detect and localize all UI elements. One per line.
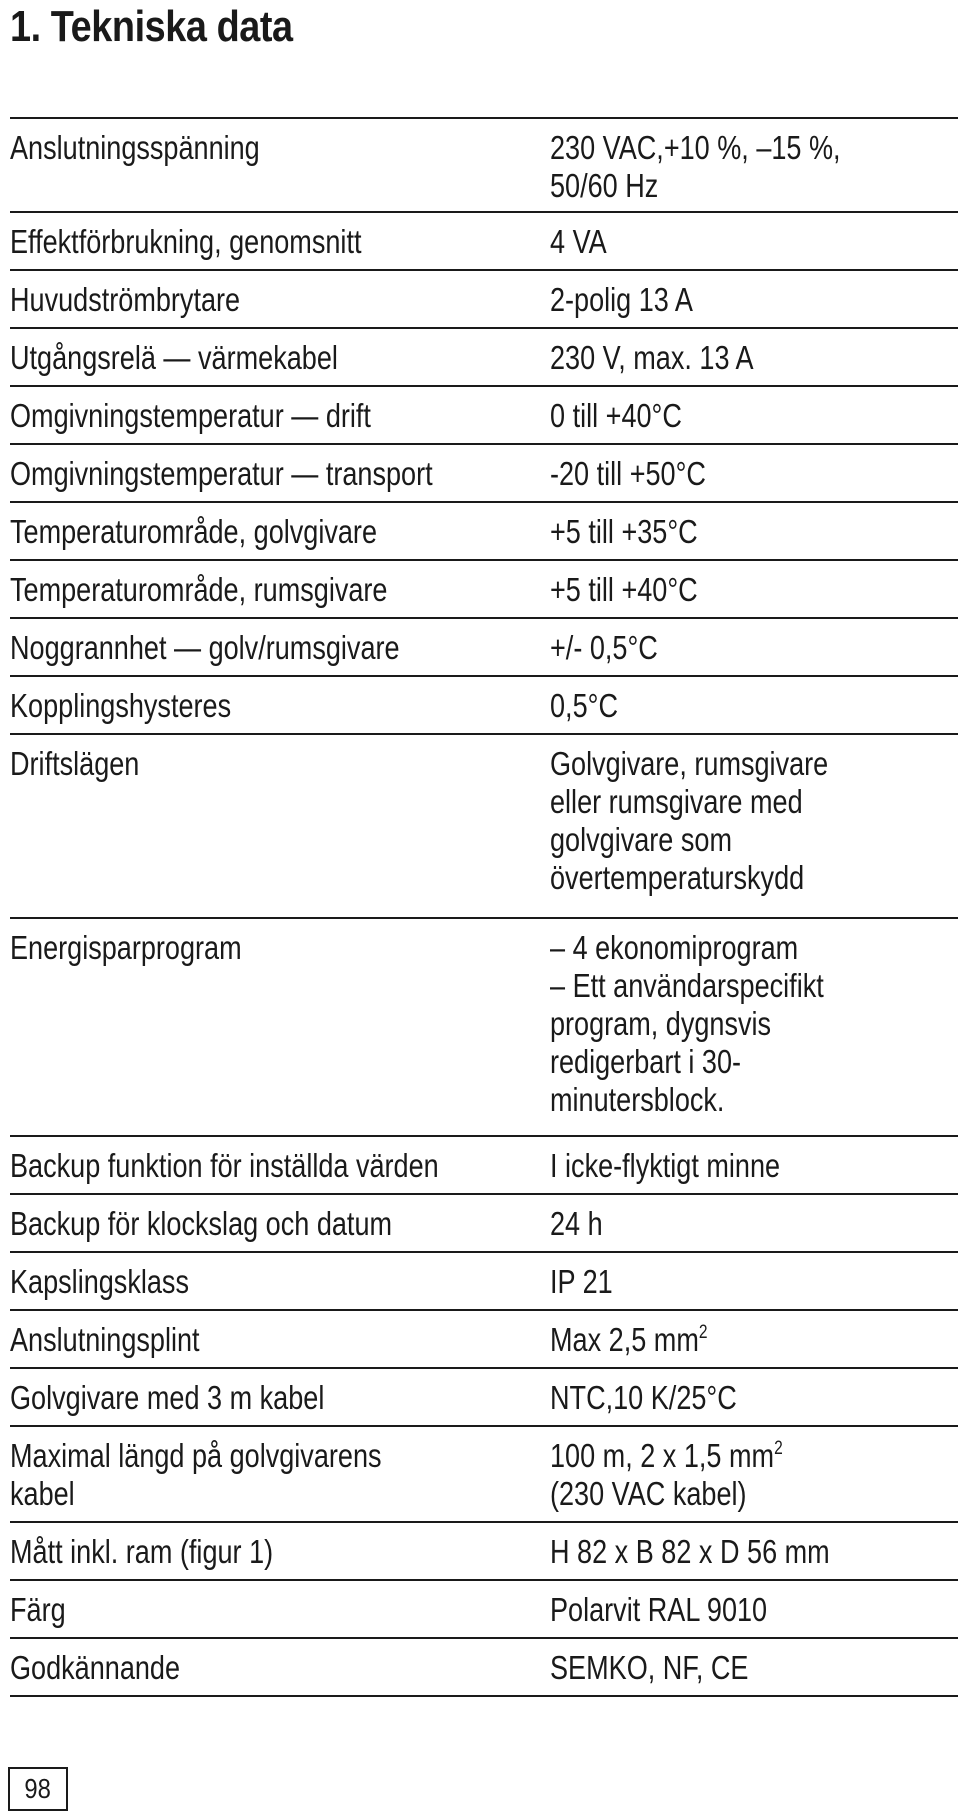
spec-value: 230 V, max. 13 A xyxy=(550,339,754,376)
spec-label: Kapslingsklass xyxy=(10,1263,189,1300)
spec-label: Noggrannhet — golv/rumsgivare xyxy=(10,629,400,666)
spec-row-energisparprogram xyxy=(10,919,958,1137)
spec-value: 100 m, 2 x 1,5 $mm^2$ (230 VAC kabel) xyxy=(550,1437,783,1512)
spec-row-huvudstrombrytare xyxy=(10,271,958,329)
spec-row-backup-installningar xyxy=(10,1137,958,1195)
spec-label: Effektförbrukning, genomsnitt xyxy=(10,223,362,260)
spec-row-utgangsrela xyxy=(10,329,958,387)
spec-label: Omgivningstemperatur — transport xyxy=(10,455,433,492)
spec-row-maximal-langd xyxy=(10,1427,958,1523)
spec-row-noggrannhet xyxy=(10,619,958,677)
spec-label: Driftslägen xyxy=(10,745,140,782)
spec-value: H 82 x B 82 x D 56 mm xyxy=(550,1533,830,1570)
spec-row-anslutningsplint xyxy=(10,1311,958,1369)
spec-row-temp-golvgivare xyxy=(10,503,958,561)
spec-row-anslutningsspanning xyxy=(10,119,958,213)
spec-label: Anslutningsplint xyxy=(10,1321,200,1358)
spec-label: Temperaturområde, rumsgivare xyxy=(10,571,388,608)
spec-value: 24 h xyxy=(550,1205,603,1242)
spec-label: Huvudströmbrytare xyxy=(10,281,241,318)
spec-value: 2-polig 13 A xyxy=(550,281,693,318)
spec-value: I icke-flyktigt minne xyxy=(550,1147,781,1184)
spec-row-kopplingshysteres xyxy=(10,677,958,735)
spec-label: Backup för klockslag och datum xyxy=(10,1205,393,1242)
spec-value: 0,5°C xyxy=(550,687,618,724)
page-title: 1. Tekniska data xyxy=(10,2,293,51)
spec-value: 230 VAC,+10 %, –15 %, 50/60 Hz xyxy=(550,129,841,204)
spec-label: Omgivningstemperatur — drift xyxy=(10,397,371,434)
spec-row-omgivningstemp-drift xyxy=(10,387,958,445)
spec-row-matt xyxy=(10,1523,958,1581)
spec-row-godkannande xyxy=(10,1639,958,1697)
spec-row-farg xyxy=(10,1581,958,1639)
spec-label: Utgångsrelä — värmekabel xyxy=(10,339,338,376)
spec-value: NTC,10 K/25°C xyxy=(550,1379,737,1416)
spec-label: Temperaturområde, golvgivare xyxy=(10,513,377,550)
spec-row-omgivningstemp-transport xyxy=(10,445,958,503)
spec-value: SEMKO, NF, CE xyxy=(550,1649,749,1686)
spec-value: Polarvit RAL 9010 xyxy=(550,1591,768,1628)
spec-value: 4 VA xyxy=(550,223,607,260)
spec-label: Godkännande xyxy=(10,1649,181,1686)
spec-value: +5 till +40°C xyxy=(550,571,698,608)
spec-row-driftslagen xyxy=(10,735,958,919)
spec-row-effektforbrukning xyxy=(10,213,958,271)
spec-label: Kopplingshysteres xyxy=(10,687,232,724)
spec-value: Golvgivare, rumsgivare eller rumsgivare med golvgivare som övertemperaturskydd xyxy=(550,745,829,896)
spec-value: Max 2,5 $mm^2$ xyxy=(550,1321,708,1358)
spec-row-golvgivare-kabel xyxy=(10,1369,958,1427)
spec-value: IP 21 xyxy=(550,1263,613,1300)
spec-label: Mått inkl. ram (figur 1) xyxy=(10,1533,274,1570)
technical-data-table xyxy=(10,117,958,1697)
spec-row-backup-klockslag xyxy=(10,1195,958,1253)
spec-label: Färg xyxy=(10,1591,66,1628)
spec-label: Anslutningsspänning xyxy=(10,129,260,166)
spec-row-kapslingsklass xyxy=(10,1253,958,1311)
spec-label: Backup funktion för inställda värden xyxy=(10,1147,439,1184)
spec-row-temp-rumsgivare xyxy=(10,561,958,619)
spec-label: Golvgivare med 3 m kabel xyxy=(10,1379,325,1416)
page-number: 98 xyxy=(8,1767,68,1811)
spec-value: +/- 0,5°C xyxy=(550,629,658,666)
spec-value: 0 till +40°C xyxy=(550,397,682,434)
spec-value: -20 till +50°C xyxy=(550,455,706,492)
spec-value: – 4 ekonomiprogram – Ett användarspecifikt program, dygnsvis redigerbart i 30- minutersblock. xyxy=(550,929,824,1118)
spec-value: +5 till +35°C xyxy=(550,513,698,550)
spec-label: Energisparprogram xyxy=(10,929,242,966)
spec-label: Maximal längd på golvgivarens kabel xyxy=(10,1437,382,1512)
